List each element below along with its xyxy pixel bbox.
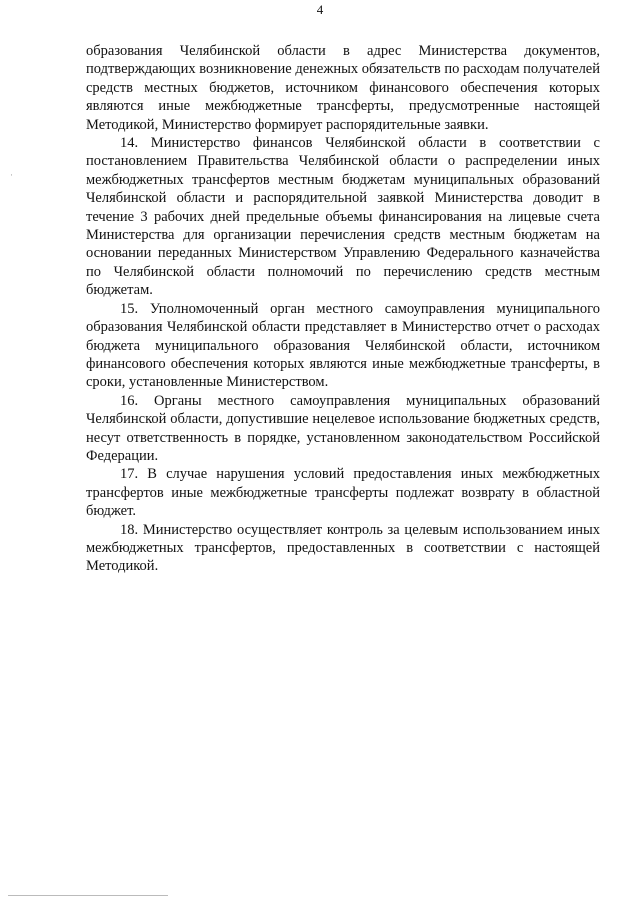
paragraph-15: 15. Уполномоченный орган местного самоуправления муниципального образования Челябинской области представляет в Министерство отчет о расходах бюджета муниципального образования Челябинской области, источником финансового обеспечения которых являются иные межбюджетные трансферты, в сроки, установленные Министерством. [86, 300, 600, 391]
page-number: 4 [316, 2, 324, 17]
paragraph-14: 14. Министерство финансов Челябинской области в соответствии с постановлением Правительства Челябинской области о распределении иных межбюджетных трансфертов местным бюджетам муниципальных образований Челябинской области и распорядительной заявкой Министерства доводит в течение 3 рабочих дней предельные объемы финансирования на лицевые счета Министерства для организации перечисления средств местным бюджетам на основании переданных Министерством Управлению Федерального казначейства по Челябинской области полномочий по перечислению средств местным бюджетам. [86, 135, 600, 299]
document-body [86, 42, 600, 576]
margin-mark: · [10, 170, 13, 180]
paragraph-17: 17. В случае нарушения условий предоставления иных межбюджетных трансфертов иные межбюджетные трансферты подлежат возврату в областной бюджет. [86, 466, 600, 520]
paragraph-18: 18. Министерство осуществляет контроль за целевым использованием иных межбюджетных трансфертов, предоставленных в соответствии с настоящей Методикой. [86, 521, 600, 575]
scan-edge-line [8, 895, 168, 896]
paragraph-continuation: образования Челябинской области в адрес Министерства документов, подтверждающих возникновение денежных обязательств по расходам получателей средств местных бюджетов, источником финансового обеспечения которых являются иные межбюджетные трансферты, предусмотренные настоящей Методикой, Министерство формирует распорядительные заявки. [86, 43, 600, 133]
paragraph-16: 16. Органы местного самоуправления муниципальных образований Челябинской области, допустившие нецелевое использование бюджетных средств, несут ответственность в порядке, установленном законодательством Российской Федерации. [86, 392, 600, 464]
